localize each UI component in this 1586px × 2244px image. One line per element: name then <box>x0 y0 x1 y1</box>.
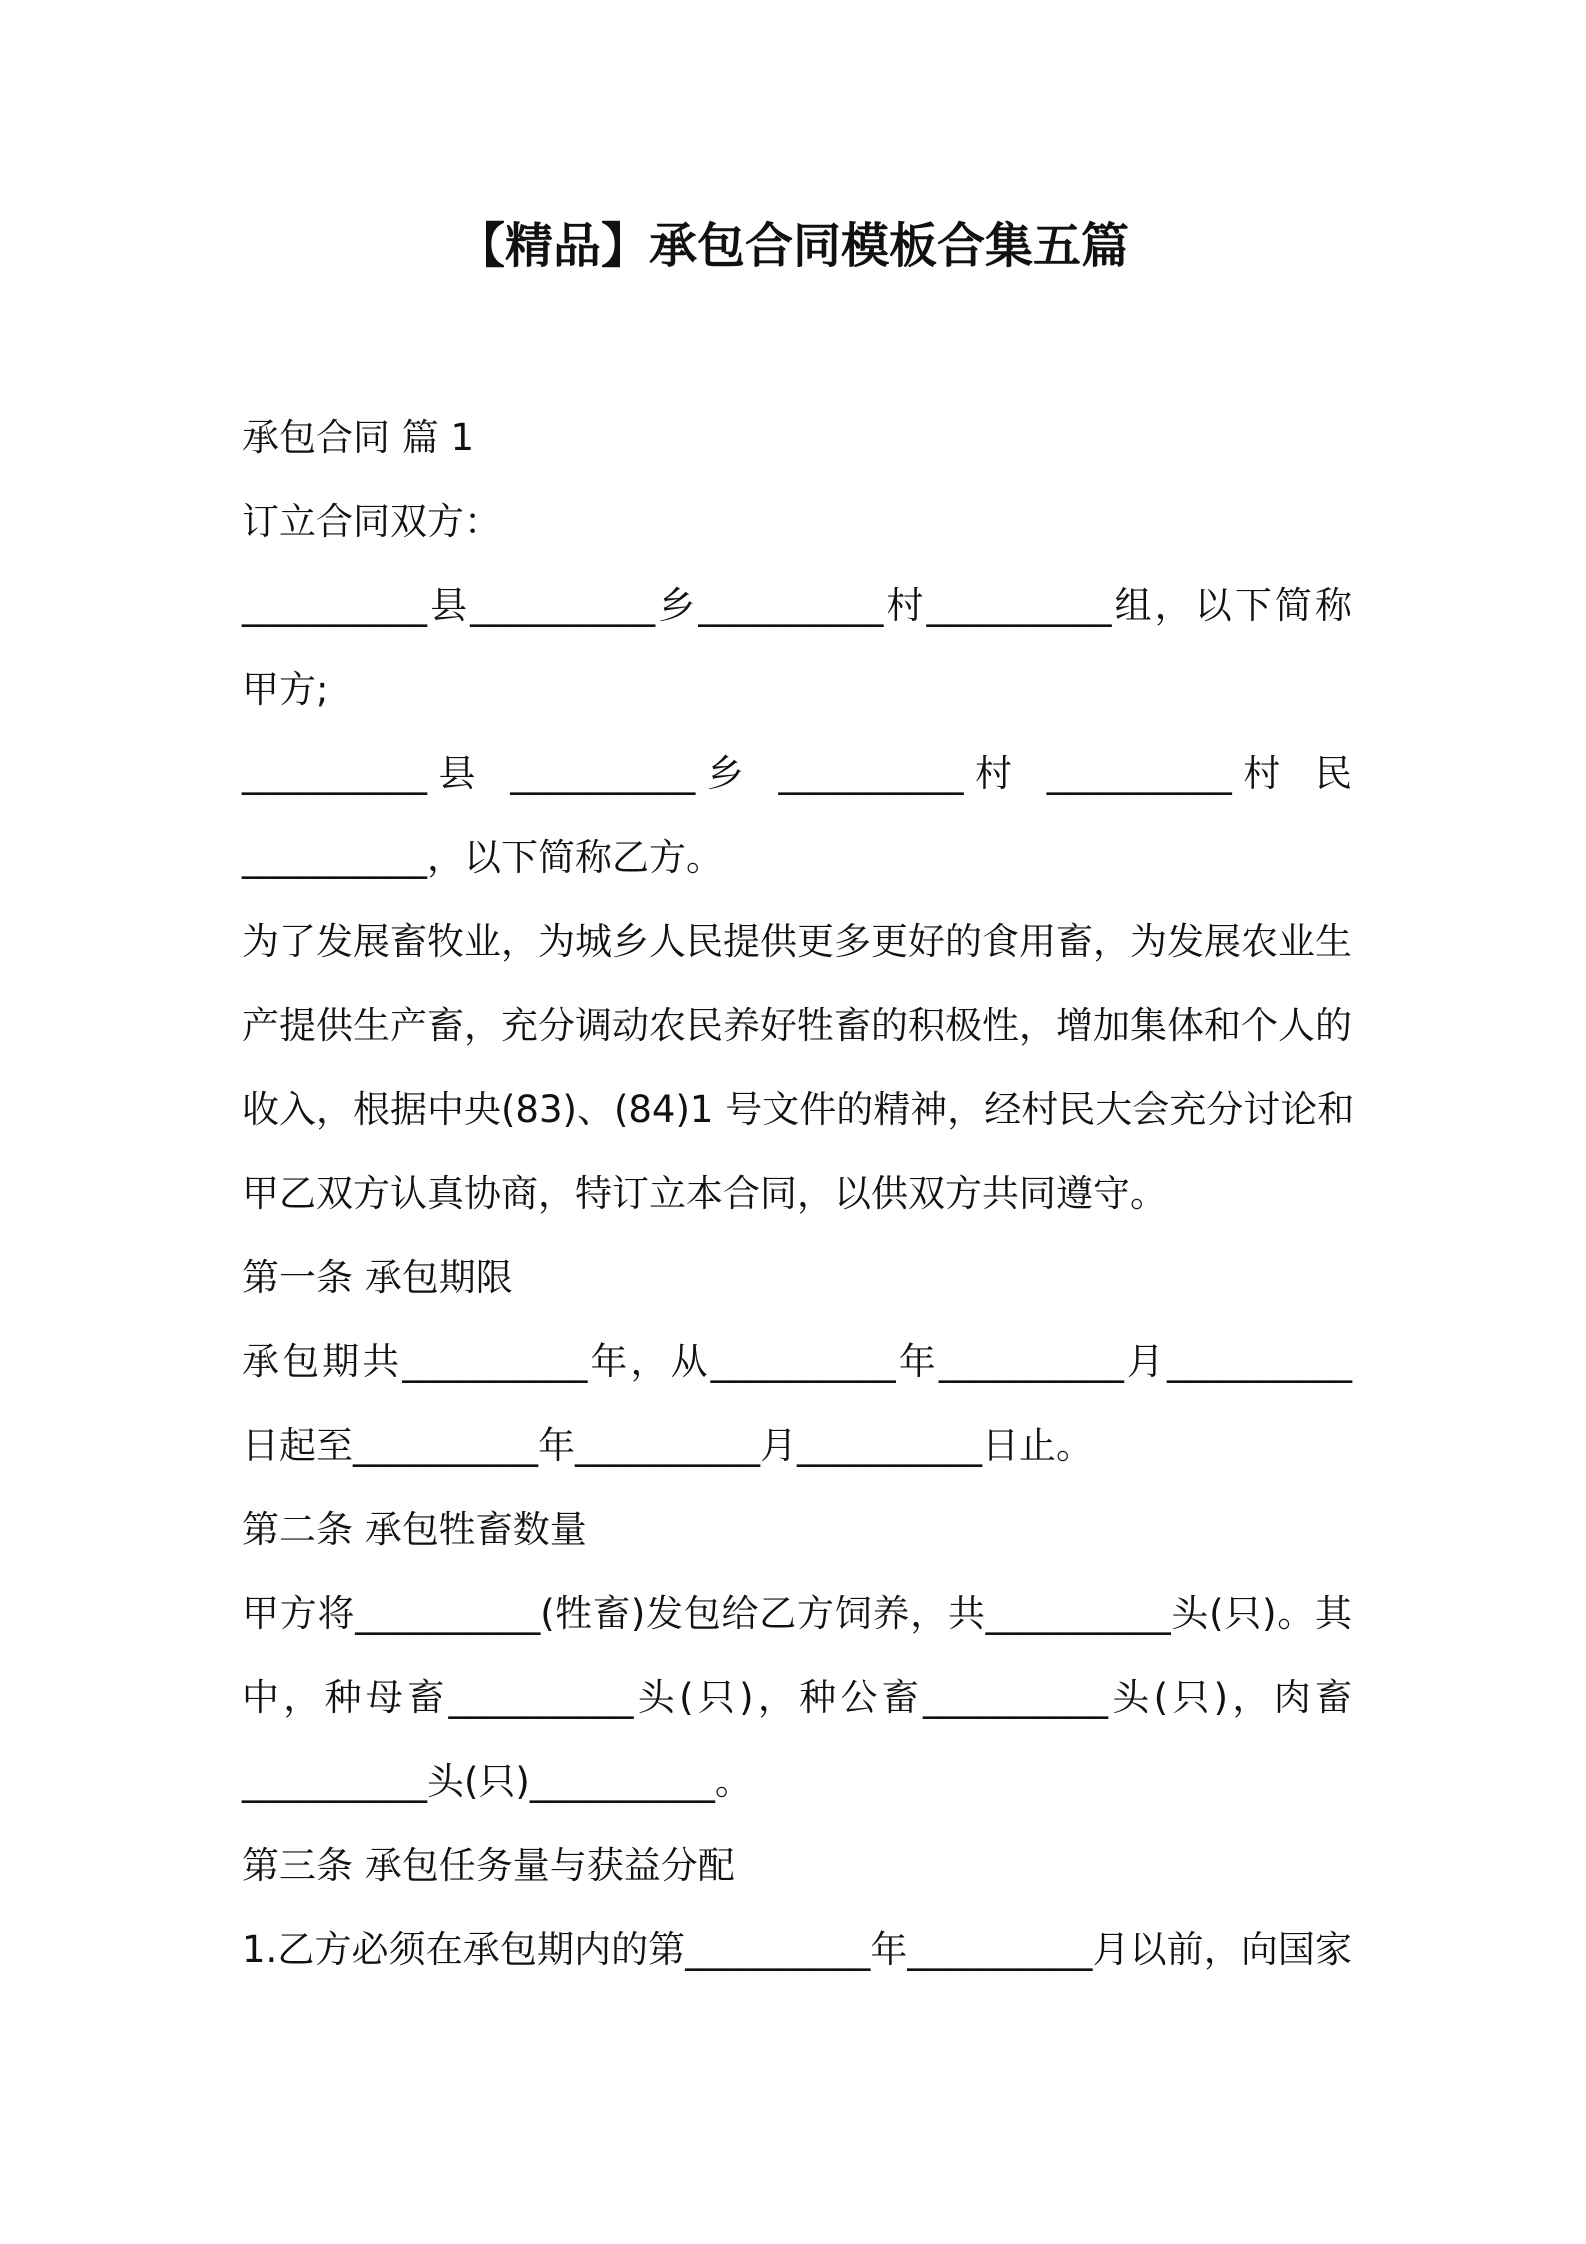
article-text-line: 1.乙方必须在承包期内的第__________年__________月以前，向国家 <box>242 1928 1352 1971</box>
article-text-line: 日起至__________年__________月__________日止。 <box>242 1424 1093 1467</box>
article-text-line: 甲方将__________(牲畜)发包给乙方饲养，共__________头(只)。其 <box>242 1592 1352 1635</box>
article-heading: 第三条 承包任务量与获益分配 <box>242 1844 735 1887</box>
article-heading: 第二条 承包牲畜数量 <box>242 1508 587 1551</box>
paragraph-line: 收入，根据中央(83)、(84)1 号文件的精神，经村民大会充分讨论和 <box>242 1088 1355 1131</box>
party-b-suffix: __________，以下简称乙方。 <box>242 836 723 879</box>
contract-parties-label: 订立合同双方： <box>242 500 501 543</box>
article-text-line: 承包期共__________年，从__________年__________月__________ <box>242 1340 1352 1383</box>
paragraph-line: 为了发展畜牧业，为城乡人民提供更多更好的食用畜，为发展农业生 <box>242 920 1352 963</box>
section-heading: 承包合同 篇 1 <box>242 416 475 459</box>
article-heading: 第一条 承包期限 <box>242 1256 513 1299</box>
document-title: 【精品】承包合同模板合集五篇 <box>456 218 1129 274</box>
article-text-line: __________头(只)__________。 <box>242 1760 752 1803</box>
paragraph-line: 产提供生产畜，充分调动农民养好牲畜的积极性，增加集体和个人的 <box>242 1004 1352 1047</box>
party-a-line: __________县__________乡__________村__________组，以下简称 <box>242 584 1352 627</box>
article-text-line: 中，种母畜__________头(只)，种公畜__________头(只)，肉畜 <box>242 1676 1352 1719</box>
paragraph-line: 甲乙双方认真协商，特订立本合同，以供双方共同遵守。 <box>242 1172 1167 1215</box>
party-a-suffix: 甲方; <box>242 668 329 711</box>
party-b-line: __________县 __________乡 __________村 __________村 民 <box>242 752 1352 795</box>
